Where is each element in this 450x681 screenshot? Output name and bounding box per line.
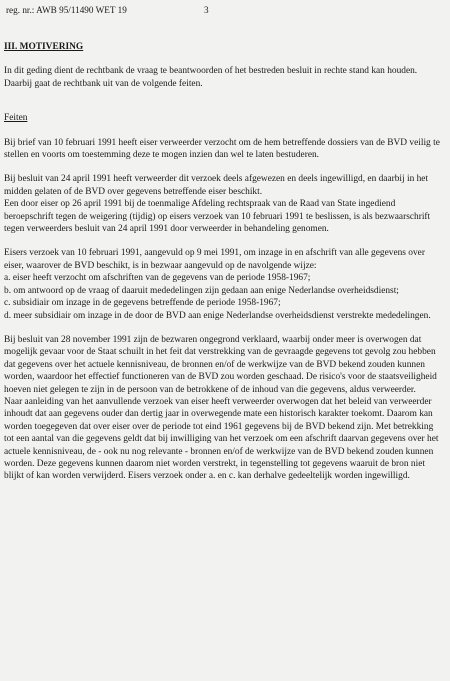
list-item: b. om antwoord op de vraag of daaruit mededelingen zijn gedaan aan enige Nederlandse overheidsdienst; xyxy=(4,285,399,296)
section-intro: In dit geding dient de rechtbank de vraag te beantwoorden of het bestreden besluit in rechte stand kan houden. Daarbij gaat de rechtbank uit van de volgende feiten. xyxy=(4,66,418,89)
facts-heading: Feiten xyxy=(4,113,28,124)
list-item: d. meer subsidiair om inzage in de door de BVD aan enige Nederlandse overheidsdienst verstrekte mededelingen. xyxy=(4,310,431,321)
section-title: III. MOTIVERING xyxy=(4,42,84,52)
list-item: c. subsidiair om inzage in de gegevens betreffende de periode 1958-1967; xyxy=(4,298,281,309)
facts-paragraph-1: Bij brief van 10 februari 1991 heeft eiser verweerder verzocht om de hem betreffende dossiers van de BVD veilig te stellen en voorts om toestemming deze te mogen inzien dan wel te laten bestuderen. xyxy=(4,137,440,161)
facts-paragraph-5: Bij besluit van 28 november 1991 zijn de bezwaren ongegrond verklaard, waarbij onder meer is overwogen dat mogelijk gevaar voor de Staat schuilt in het feit dat verstrekking van de gevraagde gegevens tot gevolg zou hebben dat gegevens over het actuele kennisniveau, de bronnen en/of de werkwijze van de BVD bekend zouden kunnen worden, waardoor het effectief functioneren van de BVD zou worden geschaad. De risico's voor de staatsveiligheid hoeven niet gelegen te zijn in de persoon van de betrokkene of de inhoud van die gegevens, aldus verweerder. xyxy=(4,334,437,395)
page-header xyxy=(6,4,440,16)
page-number: 3 xyxy=(204,5,209,15)
facts-paragraph-2: Bij besluit van 24 april 1991 heeft verweerder dit verzoek deels afgewezen en deels ingewilligd, en daarbij in het midden gelaten of de BVD over gegevens betreffende eiser beschikt. xyxy=(4,174,429,197)
facts-paragraph-6: Naar aanleiding van het aanvullende verzoek van eiser heeft verweerder overwogen dat het beleid van verweerder inhoudt dat aan gegevens ouder dan dertig jaar in overwegende mate een historisch karakter toekomt. Daarom kan worden toegegeven dat over eiser over de periode tot eind 1961 gegevens bij de BVD bekend zijn. Met betrekking tot een aantal van die gegevens geldt dat bij inwilliging van het verzoek om een afschrift daarvan gegevens over het actuele kennisniveau, de - ook nu nog relevante - bronnen en/of de werkwijze van de BVD bekend zouden kunnen worden. Deze gegevens kunnen daarom niet worden verstrekt, in tegenstelling tot gegevens waaruit de bron niet blijkt of kan worden verwijderd. Eisers verzoek onder a. en c. kan derhalve gedeeltelijk worden ingewilligd. xyxy=(4,396,439,482)
case-reference: reg. nr.: AWB 95/11490 WET 19 xyxy=(6,5,127,15)
list-item: a. eiser heeft verzocht om afschriften van de gegevens van de periode 1958-1967; xyxy=(4,273,311,284)
facts-paragraph-3: Een door eiser op 26 april 1991 bij de toenmalige Afdeling rechtspraak van de Raad van State ingediend beroepschrift tegen de weigering (tijdig) op eisers verzoek van 10 februari 1991 te beslissen, is als bezwaarschrift tegen verweerders besluit van 24 april 1991 door verweerder in behandeling genomen. xyxy=(4,199,431,235)
request-list xyxy=(4,272,440,322)
facts-paragraph-4: Eisers verzoek van 10 februari 1991, aangevuld op 9 mei 1991, om inzage in en afschrift van alle gegevens over eiser, waarover de BVD beschikt, is in bezwaar aangevuld op de navolgende wijze: xyxy=(4,248,425,271)
